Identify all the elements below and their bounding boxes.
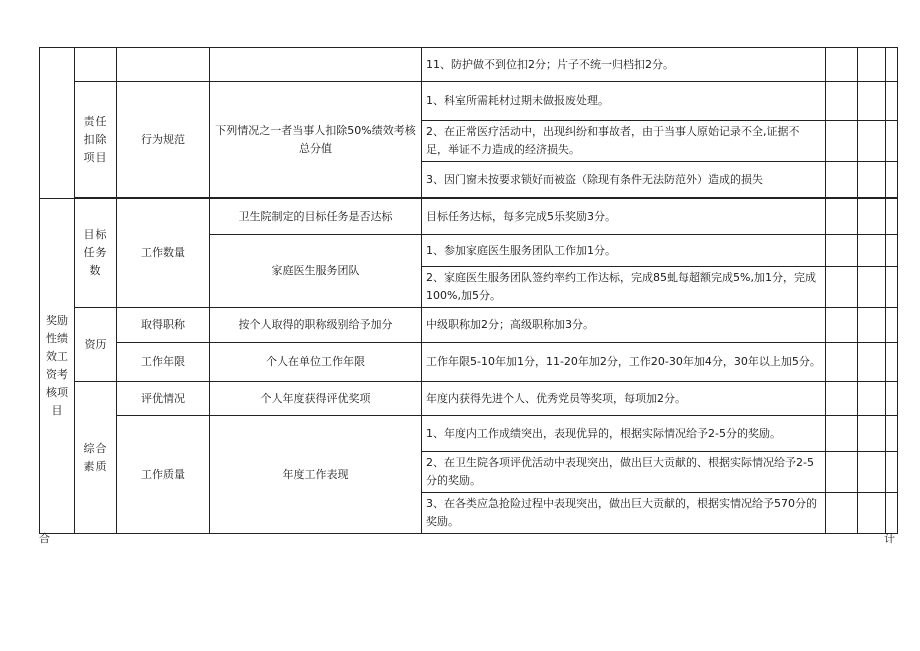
standard-cell: 下列情况之一者当事人扣除50%绩效考核总分值 [210, 82, 422, 198]
table-row [40, 343, 898, 382]
criteria-desc: 3、在各类应急抢险过程中表现突出，做出巨大贡献的，根据实情况给予570分的奖励。 [422, 493, 826, 534]
standard-cell: 个人年度获得评优奖项 [210, 382, 422, 416]
standard-cell: 个人在单位工作年限 [210, 343, 422, 382]
criteria-desc: 11、防护做不到位扣2分；片子不统一归档扣2分。 [422, 48, 826, 82]
criteria-desc: 中级职称加2分；高级职称加3分。 [422, 308, 826, 343]
category-cell: 资历 [75, 308, 117, 382]
standard-cell: 家庭医生服务团队 [210, 235, 422, 308]
total-label-left: 合 [39, 532, 50, 545]
item-cell: 取得职称 [117, 308, 210, 343]
table-row [40, 308, 898, 343]
table-row [40, 48, 898, 82]
criteria-desc: 2、在卫生院各项评优活动中表现突出，做出巨大贡献的、根据实际情况给予2-5分的奖励。 [422, 452, 826, 493]
item-cell: 工作年限 [117, 343, 210, 382]
item-cell: 评优情况 [117, 382, 210, 416]
criteria-desc: 目标任务达标，每多完成5乐奖励3分。 [422, 199, 826, 235]
assessment-table [39, 47, 898, 534]
item-cell: 工作质量 [117, 416, 210, 534]
table-row [40, 382, 898, 416]
criteria-desc: 2、在正常医疗活动中，出现纠纷和事故者，由于当事人原始记录不全,证据不足，举证不力造成的经济损失。 [422, 121, 826, 162]
criteria-desc: 2、家庭医生服务团队签约率约工作达标，完成85虬每超额完成5%,加1分，完成100%,加5分。 [422, 267, 826, 308]
criteria-desc: 年度内获得先进个人、优秀党员等奖项，每项加2分。 [422, 382, 826, 416]
item-cell: 行为规范 [117, 82, 210, 198]
item-cell: 工作数量 [117, 199, 210, 308]
standard-cell: 卫生院制定的目标任务是否达标 [210, 199, 422, 235]
standard-cell: 年度工作表现 [210, 416, 422, 534]
table-row [40, 82, 898, 121]
table-row [40, 416, 898, 452]
group-cell: 奖励性绩效工资考核项目 [40, 199, 75, 534]
total-label-right: 计 [884, 532, 895, 545]
criteria-desc: 1、年度内工作成绩突出，表现优异的，根据实际情况给予2-5分的奖励。 [422, 416, 826, 452]
category-cell: 责任扣除项目 [75, 82, 117, 198]
criteria-desc: 3、因门窗未按要求锁好而被盗（除现有条件无法防范外）造成的损失 [422, 162, 826, 198]
table-row [40, 199, 898, 235]
category-cell: 综合素质 [75, 382, 117, 534]
category-cell: 目标任务数 [75, 199, 117, 308]
standard-cell: 按个人取得的职称级别给予加分 [210, 308, 422, 343]
criteria-desc: 1、科室所需耗材过期未做报废处理。 [422, 82, 826, 121]
criteria-desc: 工作年限5-10年加1分，11-20年加2分，工作20-30年加4分，30年以上加5分。 [422, 343, 826, 382]
criteria-desc: 1、参加家庭医生服务团队工作加1分。 [422, 235, 826, 267]
